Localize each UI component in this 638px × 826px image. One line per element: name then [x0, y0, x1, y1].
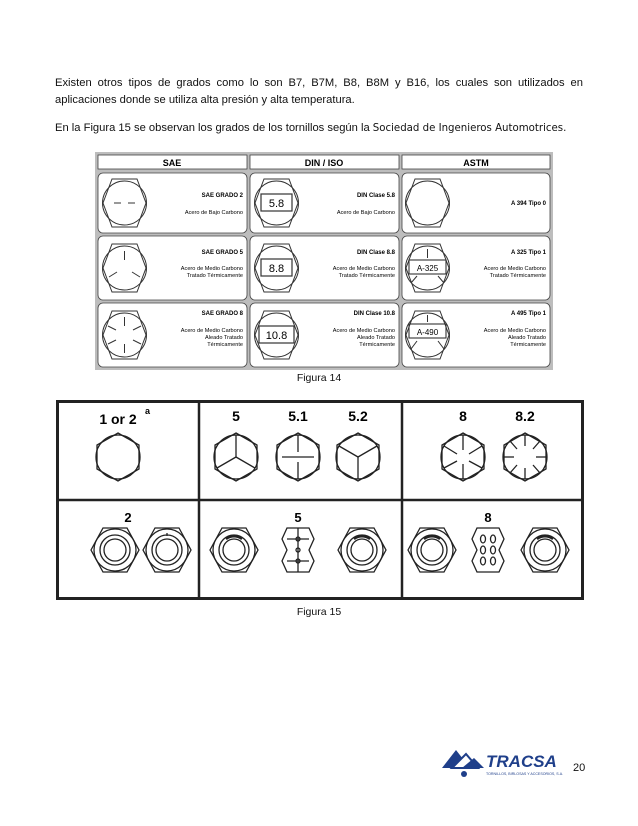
astm-a490-desc-1: Acero de Medio Carbono: [483, 328, 546, 334]
label-grade-5-2: 5.2: [348, 408, 368, 424]
astm-a394-title: A 394 Tipo 0: [510, 201, 546, 207]
astm-a490-mark: A-490: [416, 328, 439, 337]
paragraph-society-name: Sociedad de Ingenieros Automotrices.: [372, 123, 567, 134]
astm-a325-title: A 325 Tipo 1: [510, 250, 546, 256]
din-8-8-desc-1: Acero de Medio Carbono: [332, 266, 395, 272]
tracsa-logo: [438, 744, 573, 784]
din-5-8-title: DIN Clase 5.8: [356, 193, 395, 199]
astm-a325-mark: A-325: [416, 264, 439, 273]
label-grade-8: 8: [459, 408, 467, 424]
label-grade-5: 5: [232, 408, 240, 424]
label-grade-5-1: 5.1: [288, 408, 308, 424]
figure-15-caption: Figura 15: [296, 606, 342, 618]
figure-15-table: [56, 400, 584, 600]
label-nut-grade-2: 2: [124, 510, 132, 525]
tracsa-emblem-icon: [442, 750, 484, 777]
din-8-8-mark: 8.8: [268, 263, 285, 275]
sae-grade-5-title: SAE GRADO 5: [201, 250, 243, 256]
figure-14-table: [95, 152, 553, 370]
astm-a490-desc-3: Térmicamente: [510, 342, 546, 348]
din-10-8-desc-1: Acero de Medio Carbono: [332, 328, 395, 334]
tracsa-tagline: TORNILLOS, BIRLOSAS Y ACCESORIOS, S.A.: [486, 772, 564, 776]
label-grade-1-or-2: 1 or 2: [99, 411, 137, 427]
din-5-8-mark: 5.8: [268, 198, 285, 210]
paragraph-grades: Existen otros tipos de grados como lo son B7, B7M, B8, B8M y B16, los cuales son utilizados en aplicaciones donde se utiliza alta presión y alta temperatura.: [55, 77, 583, 106]
label-grade-1-or-2-superscript: a: [145, 406, 151, 416]
astm-a325-desc-2: Tratado Térmicamente: [489, 273, 546, 279]
figure-15: [56, 400, 584, 600]
din-8-8-desc-2: Tratado Térmicamente: [338, 273, 395, 279]
header-sae: SAE: [162, 158, 182, 168]
astm-a490-title: A 495 Tipo 1: [510, 311, 546, 317]
astm-a490-desc-2: Aleado Tratado: [508, 335, 546, 341]
paragraph-figure-ref: [55, 120, 583, 137]
sae-grade-8-desc-2: Aleado Tratado: [205, 335, 243, 341]
sae-grade-8-desc-3: Térmicamente: [207, 342, 243, 348]
din-10-8-desc-3: Térmicamente: [359, 342, 395, 348]
sae-grade-2-desc: Acero de Bajo Carbono: [184, 210, 243, 216]
label-grade-8-2: 8.2: [515, 408, 535, 424]
din-10-8-mark: 10.8: [265, 330, 288, 342]
sae-grade-5-desc-1: Acero de Medio Carbono: [180, 266, 243, 272]
din-10-8-title: DIN Clase 10.8: [353, 311, 395, 317]
sae-grade-8-desc-1: Acero de Medio Carbono: [180, 328, 243, 334]
figure-14: [95, 152, 553, 370]
din-8-8-title: DIN Clase 8.8: [356, 250, 395, 256]
figure-14-caption: Figura 14: [296, 372, 342, 384]
tracsa-logo-graphic: [438, 744, 573, 784]
sae-grade-2-title: SAE GRADO 2: [201, 193, 243, 199]
din-10-8-desc-2: Aleado Tratado: [357, 335, 395, 341]
din-5-8-desc: Acero de Bajo Carbono: [336, 210, 395, 216]
header-astm: ASTM: [463, 158, 489, 168]
header-din-iso: DIN / ISO: [304, 158, 344, 168]
label-nut-grade-8: 8: [484, 510, 492, 525]
sae-grade-5-desc-2: Tratado Térmicamente: [186, 273, 243, 279]
page-number: 20: [573, 762, 586, 774]
sae-grade-8-title: SAE GRADO 8: [201, 311, 243, 317]
astm-a325-desc-1: Acero de Medio Carbono: [483, 266, 546, 272]
tracsa-wordmark: TRACSA: [486, 752, 557, 771]
paragraph-figure-ref-text: En la Figura 15 se observan los grados de los tornillos según la: [55, 122, 373, 134]
label-nut-grade-5: 5: [294, 510, 302, 525]
